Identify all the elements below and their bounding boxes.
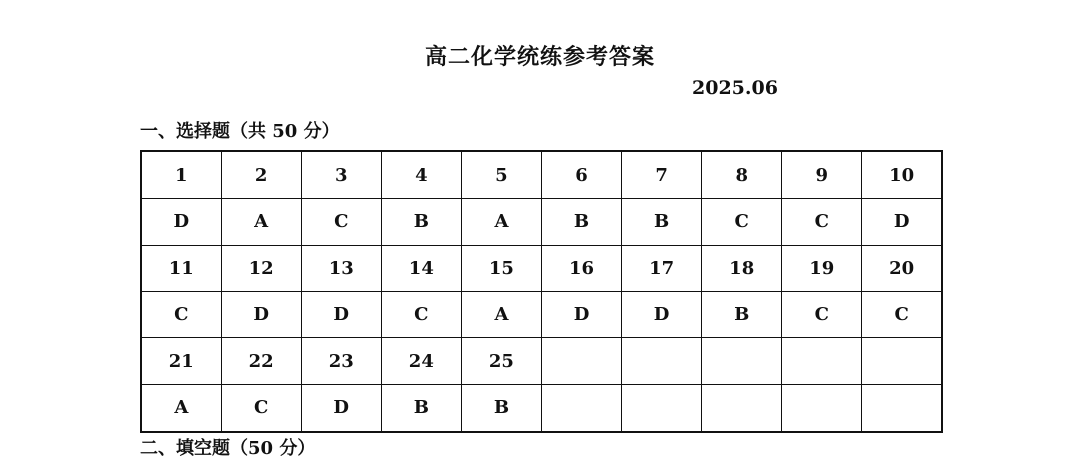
question-number-cell: 17 (622, 245, 702, 291)
question-number-cell: 24 (381, 338, 461, 384)
question-number-cell: 7 (622, 151, 702, 199)
question-number-cell (702, 338, 782, 384)
question-number-row (141, 338, 942, 384)
answer-cell: C (301, 199, 381, 245)
answer-cell: D (862, 199, 942, 245)
answer-cell: B (381, 384, 461, 432)
question-number-cell (862, 338, 942, 384)
question-number-cell: 12 (221, 245, 301, 291)
question-number-cell: 21 (141, 338, 221, 384)
answer-cell: A (221, 199, 301, 245)
question-number-row (141, 245, 942, 291)
answer-cell: C (141, 291, 221, 337)
question-number-cell: 20 (862, 245, 942, 291)
answer-cell: D (301, 291, 381, 337)
answer-cell (622, 384, 702, 432)
answer-cell: A (141, 384, 221, 432)
question-number-cell: 22 (221, 338, 301, 384)
question-number-cell (622, 338, 702, 384)
question-number-cell: 16 (541, 245, 621, 291)
answer-cell: C (782, 291, 862, 337)
answer-cell: D (622, 291, 702, 337)
question-number-cell: 2 (221, 151, 301, 199)
question-number-cell: 15 (461, 245, 541, 291)
question-number-cell: 19 (782, 245, 862, 291)
answer-row (141, 199, 942, 245)
question-number-cell: 5 (461, 151, 541, 199)
question-number-cell: 23 (301, 338, 381, 384)
answer-cell: B (622, 199, 702, 245)
answer-cell: B (461, 384, 541, 432)
answer-cell: D (541, 291, 621, 337)
question-number-cell: 1 (141, 151, 221, 199)
answer-cell: C (381, 291, 461, 337)
answer-cell (702, 384, 782, 432)
question-number-row (141, 151, 942, 199)
question-number-cell: 9 (782, 151, 862, 199)
question-number-cell: 25 (461, 338, 541, 384)
question-number-cell: 8 (702, 151, 782, 199)
answer-table (140, 150, 943, 433)
answer-cell: B (702, 291, 782, 337)
answer-cell: C (862, 291, 942, 337)
question-number-cell: 11 (141, 245, 221, 291)
answer-row (141, 384, 942, 432)
answer-cell (541, 384, 621, 432)
question-number-cell: 10 (862, 151, 942, 199)
question-number-cell: 13 (301, 245, 381, 291)
section-heading-multiple-choice: 一、选择题（共 50 分） (140, 121, 340, 142)
question-number-cell (782, 338, 862, 384)
answer-cell (862, 384, 942, 432)
answer-cell: C (702, 199, 782, 245)
question-number-cell: 18 (702, 245, 782, 291)
answer-cell (782, 384, 862, 432)
answer-cell: B (381, 199, 461, 245)
answer-cell: D (301, 384, 381, 432)
question-number-cell: 14 (381, 245, 461, 291)
answer-cell: B (541, 199, 621, 245)
answer-cell: C (221, 384, 301, 432)
document-date: 2025.06 (692, 77, 778, 99)
question-number-cell: 4 (381, 151, 461, 199)
answer-cell: C (782, 199, 862, 245)
answer-cell: A (461, 291, 541, 337)
question-number-cell (541, 338, 621, 384)
answer-cell: D (141, 199, 221, 245)
section-heading-fill-in: 二、填空题（50 分） (140, 438, 316, 459)
question-number-cell: 6 (541, 151, 621, 199)
document-title: 高二化学统练参考答案 (424, 44, 655, 70)
answer-row (141, 291, 942, 337)
question-number-cell: 3 (301, 151, 381, 199)
answer-cell: A (461, 199, 541, 245)
answer-cell: D (221, 291, 301, 337)
